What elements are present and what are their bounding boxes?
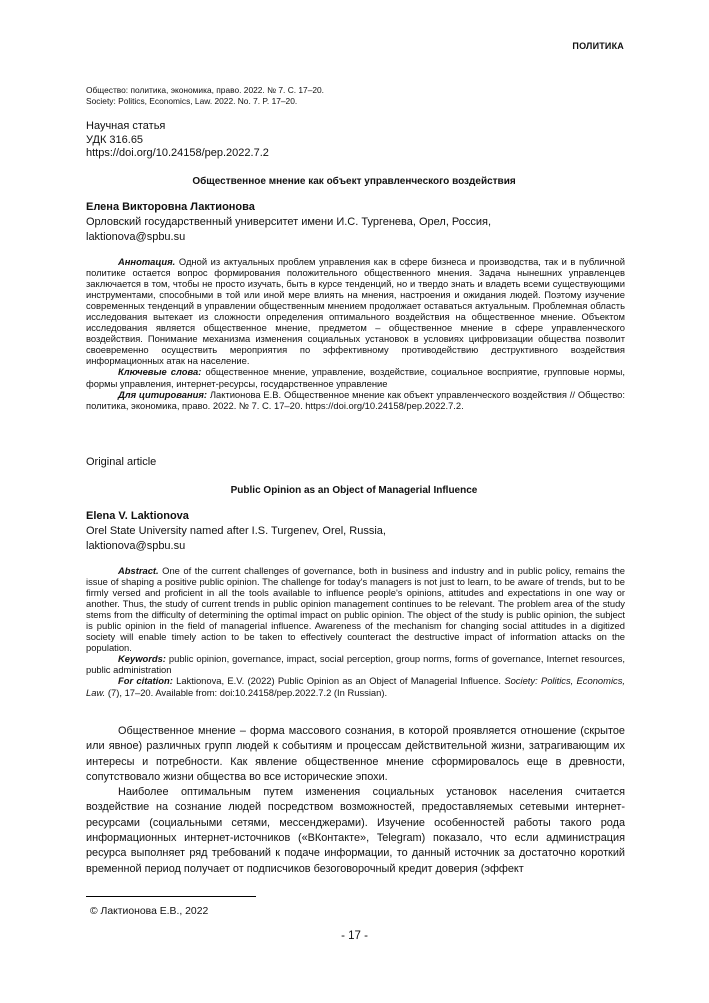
abstract-label-ru: Аннотация. [118,256,176,267]
citation-ru [86,389,625,411]
article-meta [86,120,269,161]
citation-label-en: For citation: [118,675,173,687]
author-email-ru[interactable]: laktionova@spbu.su [86,231,186,243]
abstract-text-ru: Одной из актуальных проблем управления как в сфере бизнеса и производства, так и в публичной политике остается вопрос формирования положительного общественного мнения. Задача нынешних управленцев заключается в том, чтобы не просто изучать, быть в курсе тенденций, но и твердо знать и владеть всеми существующими инструментами, способными в той или иной мере влиять на мнения, настроения и ожидания людей. Поэтому изучение современных тенденций в управлении общественным мнением продолжает оставаться актуальным. Проблемная область исследования вытекает из сложности определения оптимального воздействия на общественное мнение. Объектом исследования является общественное мнение, предметом – общественное мнение в сфере управленческого воздействия. Понимание механизма изменения социальных установок в условиях цифровизации общества позволит своевременно осуществить мероприятия по эффективному противодействию деструктивного воздействия информационных атак на население. [86,256,625,367]
citation-en [86,675,625,697]
citation-text-en-2: (7), 17–20. Available from: doi:10.24158/pep.2022.7.2 (In Russian). [105,686,388,698]
author-name-en: Elena V. Laktionova [86,510,189,522]
doi-link[interactable]: https://doi.org/10.24158/pep.2022.7.2 [86,147,269,159]
author-affiliation-ru: Орловский государственный университет имени И.С. Тургенева, Орел, Россия, [86,216,492,228]
citation-text-ru: Лактионова Е.В. Общественное мнение как объект управленческого воздействия // Общество: политика, экономика, право. 2022. № 7. С. 17–20. https://doi.org/10.24158/pep.2022.7.2. [86,388,625,411]
copyright-footnote: © Лактионова Е.В., 2022 [90,906,209,917]
citation-text-en-1: Laktionova, E.V. (2022) Public Opinion as an Object of Managerial Influence. [172,675,505,687]
publication-info [86,85,324,107]
citation-label-ru: Для цитирования: [118,388,208,400]
abstract-block-en [86,565,625,698]
title-ru: Общественное мнение как объект управленческого воздействия [192,176,516,187]
keywords-ru [86,366,625,388]
author-block-ru [86,200,491,245]
author-affiliation-en: Orel State University named after I.S. Turgenev, Orel, Russia, [86,525,386,537]
author-email-en[interactable]: laktionova@spbu.su [86,540,186,552]
abstract-ru [86,256,625,366]
abstract-label-en: Abstract. [118,565,159,576]
keywords-text-en: public opinion, governance, impact, social perception, group norms, forms of governance, Internet resources, public administration [86,653,625,676]
author-block-en [86,509,386,554]
citation-journal-en: Society: Politics, Economics, Law. [86,675,626,698]
publication-info-en: Society: Politics, Economics, Law. 2022. No. 7. P. 17–20. [86,96,298,106]
keywords-label-ru: Ключевые слова: [118,366,202,378]
page-number: - 17 - [341,930,368,942]
section-header: ПОЛИТИКА [572,41,624,51]
keywords-text-ru: общественное мнение, управление, воздействие, социальное восприятие, групповые нормы, формы управления, интернет-ресурсы, государственное управление [86,366,625,389]
abstract-block-ru [86,256,625,411]
abstract-text-en: One of the current challenges of governance, both in business and industry and in public policy, remains the issue of shaping a positive public opinion. The challenge for today's managers is not just to learn, to be aware of trends, but to be firmly versed and proficient in all the tools available to influence people's opinions, attitudes and expectations in one way or another. Thus, the study of current trends in public opinion management continues to be relevant. The problem area of the study stems from the difficulty of determining the optimal impact on public opinion. The object of the study is public opinion, the subject is public opinion in the field of managerial influence. Awareness of the mechanism for changing social attitudes in a digitized society will enable timely action to be taken to effectively counteract the destructive impact of information attacks on the population. [86,565,625,654]
body-paragraph-1: Общественное мнение – форма массового сознания, в которой проявляется отношение (скрытое или явное) различных групп людей к событиям и процессам действительной жизни, затрагивающим их интересы и потребности. Как явление общественное мнение сформировалось еще в древности, сопутствовало жизни общества во все исторические эпохи. [86,725,625,783]
publication-info-ru: Общество: политика, экономика, право. 2022. № 7. С. 17–20. [86,85,325,95]
title-en: Public Opinion as an Object of Managerial Influence [230,485,478,496]
body-text [86,724,625,877]
footnote-divider [86,896,256,897]
body-paragraph-2: Наиболее оптимальным путем изменения социальных установок населения считается воздействие на сознание людей посредством возможностей, предоставляемых сетевыми интернет-ресурсами (социальными сетями, мессенджерами). Изучение особенностей работы такого рода информационных интернет-источников («ВКонтакте», Telegram) показало, что если администрация ресурса выполняет ряд требований к подаче информации, то данный источник за достаточно короткий временной период получает от подписчиков безоговорочный кредит доверия (эффект [86,786,625,875]
keywords-label-en: Keywords: [118,653,166,665]
keywords-en [86,653,625,675]
abstract-en [86,565,625,653]
udk-code: УДК 316.65 [86,133,144,146]
article-type-ru: Научная статья [86,120,166,132]
article-type-en: Original article [86,456,157,468]
author-name-ru: Елена Викторовна Лактионова [86,201,255,213]
